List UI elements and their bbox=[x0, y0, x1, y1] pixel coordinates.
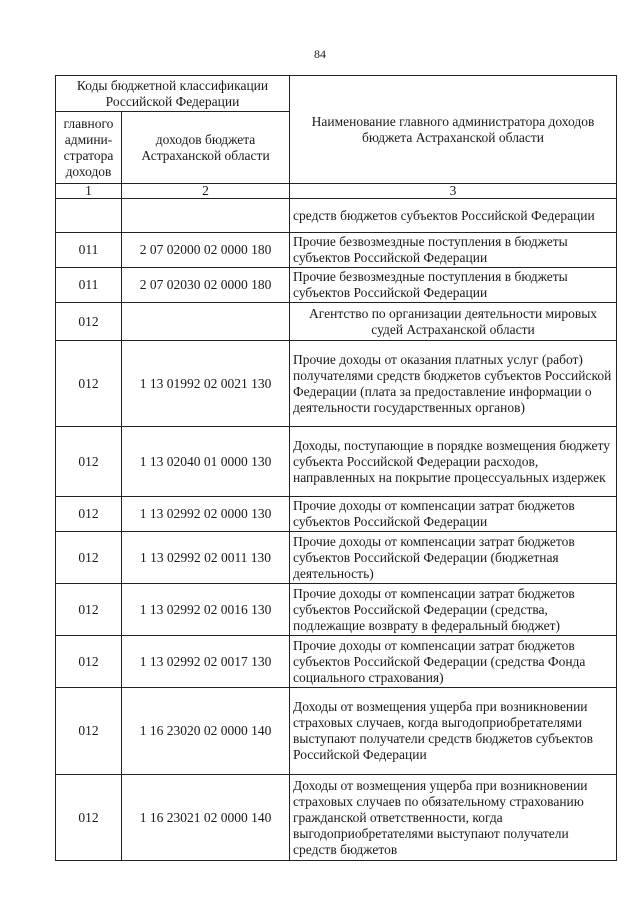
table-row-agency bbox=[56, 303, 617, 341]
revenue-code bbox=[122, 303, 290, 341]
revenue-code: 1 13 02992 02 0017 130 bbox=[122, 636, 290, 688]
admin-code bbox=[56, 199, 122, 233]
revenue-code bbox=[122, 199, 290, 233]
revenue-code: 2 07 02000 02 0000 180 bbox=[122, 233, 290, 268]
revenue-code: 1 16 23020 02 0000 140 bbox=[122, 688, 290, 775]
table-row bbox=[56, 636, 617, 688]
table-row bbox=[56, 497, 617, 532]
column-number: 2 bbox=[122, 184, 290, 199]
page-number: 84 bbox=[314, 47, 326, 61]
revenue-code: 1 13 01992 02 0021 130 bbox=[122, 341, 290, 427]
column-number: 3 bbox=[290, 184, 617, 199]
revenue-name: Доходы от возмещения ущерба при возникновении страховых случаев по обязательному страхованию гражданской ответственности, когда выгодоприобретателями выступают получатели средств бюджетов bbox=[290, 775, 617, 861]
admin-code: 012 bbox=[56, 497, 122, 532]
table-row bbox=[56, 199, 617, 233]
header-admin-col: главного админи-стратора доходов bbox=[56, 112, 122, 184]
admin-code: 012 bbox=[56, 532, 122, 584]
revenue-name: Доходы от возмещения ущерба при возникновении страховых случаев, когда выгодоприобретателями выступают получатели средств бюджетов субъектов Российской Федерации bbox=[290, 688, 617, 775]
revenue-code: 2 07 02030 02 0000 180 bbox=[122, 268, 290, 303]
admin-code: 011 bbox=[56, 233, 122, 268]
header-row-group bbox=[56, 76, 617, 112]
table-row bbox=[56, 584, 617, 636]
column-numbers-row bbox=[56, 184, 617, 199]
revenue-name: Прочие безвозмездные поступления в бюджеты субъектов Российской Федерации bbox=[290, 268, 617, 303]
revenue-name: Прочие доходы от компенсации затрат бюджетов субъектов Российской Федерации (средства, подлежащие возврату в федеральный бюджет) bbox=[290, 584, 617, 636]
revenue-name: Прочие доходы от компенсации затрат бюджетов субъектов Российской Федерации (средства Фонда социального страхования) bbox=[290, 636, 617, 688]
revenue-code: 1 13 02992 02 0016 130 bbox=[122, 584, 290, 636]
table-row bbox=[56, 775, 617, 861]
admin-code: 012 bbox=[56, 775, 122, 861]
revenue-name: Прочие доходы от компенсации затрат бюджетов субъектов Российской Федерации bbox=[290, 497, 617, 532]
revenue-code: 1 13 02992 02 0011 130 bbox=[122, 532, 290, 584]
revenue-name: Прочие доходы от компенсации затрат бюджетов субъектов Российской Федерации (бюджетная деятельность) bbox=[290, 532, 617, 584]
table-row bbox=[56, 341, 617, 427]
table-row bbox=[56, 268, 617, 303]
header-name-col: Наименование главного администратора доходов бюджета Астраханской области bbox=[290, 76, 617, 184]
admin-code: 011 bbox=[56, 268, 122, 303]
admin-code: 012 bbox=[56, 303, 122, 341]
admin-code: 012 bbox=[56, 427, 122, 497]
admin-code: 012 bbox=[56, 584, 122, 636]
admin-code: 012 bbox=[56, 341, 122, 427]
admin-code: 012 bbox=[56, 688, 122, 775]
revenue-name: средств бюджетов субъектов Российской Федерации bbox=[290, 199, 617, 233]
header-revenue-col: доходов бюджета Астраханской области bbox=[122, 112, 290, 184]
revenue-name: Доходы, поступающие в порядке возмещения бюджету субъекта Российской Федерации расходов, направленных на покрытие процессуальных издержек bbox=[290, 427, 617, 497]
revenue-code: 1 13 02992 02 0000 130 bbox=[122, 497, 290, 532]
table-row bbox=[56, 688, 617, 775]
budget-codes-table bbox=[55, 75, 617, 861]
table-row bbox=[56, 532, 617, 584]
agency-name: Агентство по организации деятельности мировых судей Астраханской области bbox=[290, 303, 617, 341]
revenue-code: 1 16 23021 02 0000 140 bbox=[122, 775, 290, 861]
revenue-name: Прочие безвозмездные поступления в бюджеты субъектов Российской Федерации bbox=[290, 233, 617, 268]
admin-code: 012 bbox=[56, 636, 122, 688]
header-codes-group: Коды бюджетной классификации Российской Федерации bbox=[56, 76, 290, 112]
revenue-name: Прочие доходы от оказания платных услуг (работ) получателями средств бюджетов субъектов Российской Федерации (плата за предоставление информации о деятельности государственных органов) bbox=[290, 341, 617, 427]
table-row bbox=[56, 233, 617, 268]
revenue-code: 1 13 02040 01 0000 130 bbox=[122, 427, 290, 497]
table-row bbox=[56, 427, 617, 497]
column-number: 1 bbox=[56, 184, 122, 199]
